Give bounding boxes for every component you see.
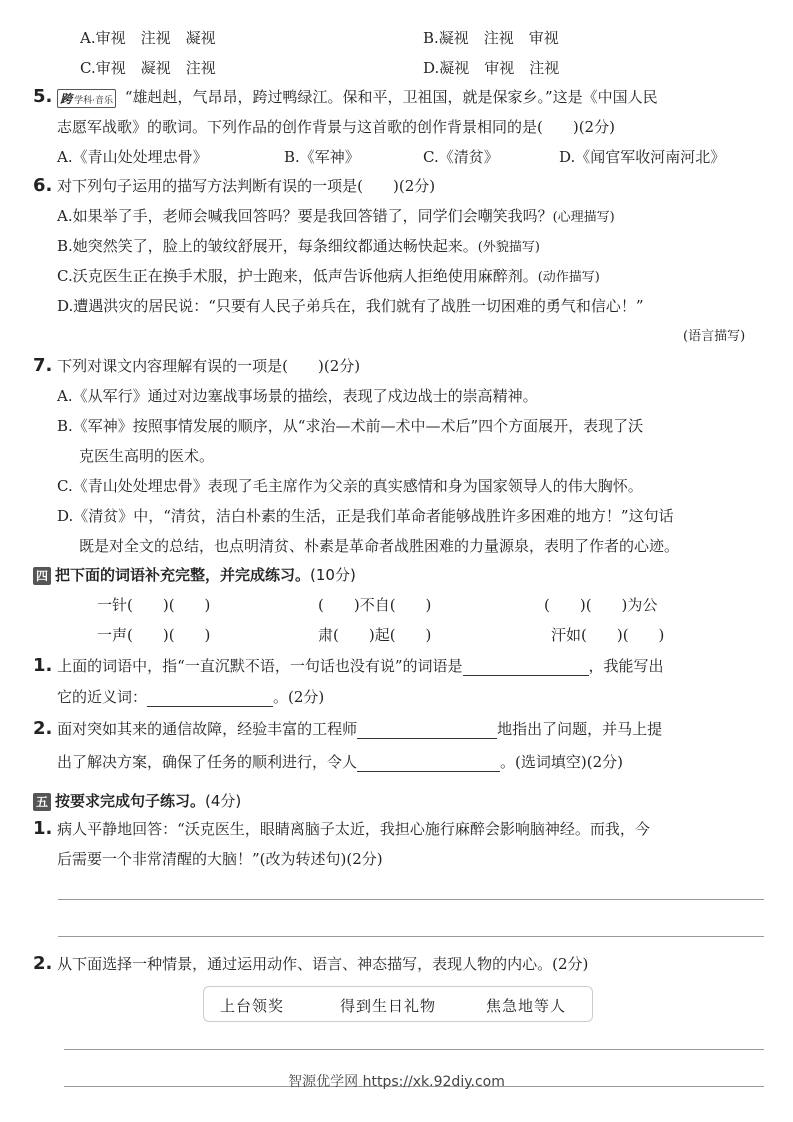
option-text: B.她突然笑了，脸上的皱纹舒展开，每条细纹都通达畅快起来。 [57,237,478,255]
question-number: 1. [33,655,53,676]
sec5-question-2 [33,953,588,974]
q5-option-b: B.《军神》 [284,148,360,166]
sec4-question-1 [33,655,664,676]
section-5-heading [33,790,241,811]
idiom-1: 一针( )( ) [97,596,211,614]
question-text: 下列对课文内容理解有误的一项是( )(2分) [57,357,361,375]
question-number: 2. [33,953,53,974]
question-text: 。(选词填空)(2分) [500,753,623,771]
q6-option-b [57,235,540,256]
question-text: 从下面选择一种情景，通过运用动作、语言、神态描写，表现人物的内心。(2分) [57,955,589,973]
q5-option-a: A.《青山处处埋忠骨》 [57,148,208,166]
sec5-question-1-cont: 后需要一个非常清醒的大脑！”(改为转述句)(2分) [57,850,383,868]
answer-line[interactable] [64,1049,764,1050]
sec5-question-1 [33,818,650,839]
question-text: 它的近义词： [57,688,148,706]
idiom-6: 汗如( )( ) [551,626,665,644]
answer-line[interactable] [58,936,764,937]
q7-option-b: B.《军神》按照事情发展的顺序，从“求治—术前—术中—术后”四个方面展开，表现了沃 [57,417,644,435]
badge-sub: 学科·音乐 [74,95,114,106]
q7-option-a: A.《从军行》通过对边塞战事场景的描绘，表现了戍边战士的崇高精神。 [57,387,538,405]
section-number-icon: 四 [33,567,51,585]
section-number-icon: 五 [33,793,51,811]
q7-option-d: D.《清贫》中，“清贫，洁白朴素的生活，正是我们革命者能够战胜许多困难的地方！”这句话 [57,507,674,525]
answer-blank[interactable] [357,721,497,739]
q5-option-c: C.《清贫》 [423,148,499,166]
q4-option-d: D.凝视 审视 注视 [423,59,560,77]
q4-option-b: B.凝视 注视 审视 [423,29,559,47]
question-text: “雄赳赳，气昂昂，跨过鸭绿江。保和平，卫祖国，就是保家乡。”这是《中国人民 [124,88,658,106]
option-text: A.如果举了手，老师会喊我回答吗？要是我回答错了，同学们会嘲笑我吗？ [57,207,553,225]
sec4-question-1-cont [57,686,324,707]
option-text: C.沃克医生正在换手术服，护士跑来，低声告诉他病人拒绝使用麻醉剂。 [57,267,538,285]
q7-option-c: C.《青山处处埋忠骨》表现了毛主席作为父亲的真实感情和身为国家领导人的伟大胸怀。 [57,477,643,495]
cross-subject-badge [57,89,116,108]
question-number: 6. [33,175,53,196]
q6-option-c [57,265,600,286]
idiom-2: ( )不自( ) [318,596,432,614]
q7-option-d-cont: 既是对全文的总结，也点明清贫、朴素是革命者战胜困难的力量源泉，表明了作者的心迹。 [79,537,680,555]
answer-blank[interactable] [357,754,500,772]
option-tag: (外貌描写) [477,240,540,255]
idiom-5: 肃( )起( ) [318,626,432,644]
question-5 [33,86,658,108]
q6-option-a [57,205,615,226]
q6-option-d-tag: (语言描写) [683,329,746,344]
question-text: 病人平静地回答：“沃克医生，眼睛离脑子太近，我担心施行麻醉会影响脑神经。而我，今 [57,820,650,838]
question-text: 地指出了问题，并马上提 [497,720,663,738]
scene-option: 上台领奖 [220,997,285,1015]
answer-blank[interactable] [147,689,273,707]
q5-option-d: D.《闻官军收河南河北》 [559,148,726,166]
option-tag: (心理描写) [552,210,615,225]
question-text: ，我能写出 [588,657,664,675]
question-number: 7. [33,355,53,376]
question-text: 。(2分) [273,688,325,706]
scene-option: 得到生日礼物 [340,997,437,1015]
q4-option-a: A.审视 注视 凝视 [80,29,216,47]
idiom-3: ( )( )为公 [544,596,658,614]
sec4-question-2-cont [57,751,623,772]
q7-option-b-cont: 克医生高明的医术。 [79,447,215,465]
scene-option: 焦急地等人 [486,997,567,1015]
question-text: 出了解决方案，确保了任务的顺利进行，令人 [57,753,358,771]
question-text: 对下列句子运用的描写方法判断有误的一项是( )(2分) [57,177,436,195]
q4-option-c: C.审视 凝视 注视 [80,59,216,77]
answer-blank[interactable] [463,658,589,676]
question-number: 5. [33,86,53,107]
answer-line[interactable] [58,899,764,900]
question-text: 上面的词语中，指“一直沉默不语，一句话也没有说”的词语是 [57,657,463,675]
badge-main: 跨 [60,91,73,106]
question-number: 1. [33,818,53,839]
sec4-question-2 [33,718,662,739]
question-7 [33,355,360,376]
option-tag: (动作描写) [537,270,600,285]
question-number: 2. [33,718,53,739]
section-title: 把下面的词语补充完整，并完成练习。 [55,566,311,584]
section-score: (4分) [205,792,242,810]
question-text: 面对突如其来的通信故障，经验丰富的工程师 [57,720,358,738]
question-5-line2: 志愿军战歌》的歌词。下列作品的创作背景与这首歌的创作背景相同的是( )(2分) [57,118,615,136]
section-title: 按要求完成句子练习。 [55,792,206,810]
footer-watermark: 智源优学网 https://xk.92diy.com [288,1074,505,1090]
scene-options-box [203,986,593,1022]
section-score: (10分) [310,566,356,584]
section-4-heading [33,564,356,585]
question-6 [33,175,435,196]
q6-option-d: D.遭遇洪灾的居民说：“只要有人民子弟兵在，我们就有了战胜一切困难的勇气和信心！” [57,297,644,315]
idiom-4: 一声( )( ) [97,626,211,644]
